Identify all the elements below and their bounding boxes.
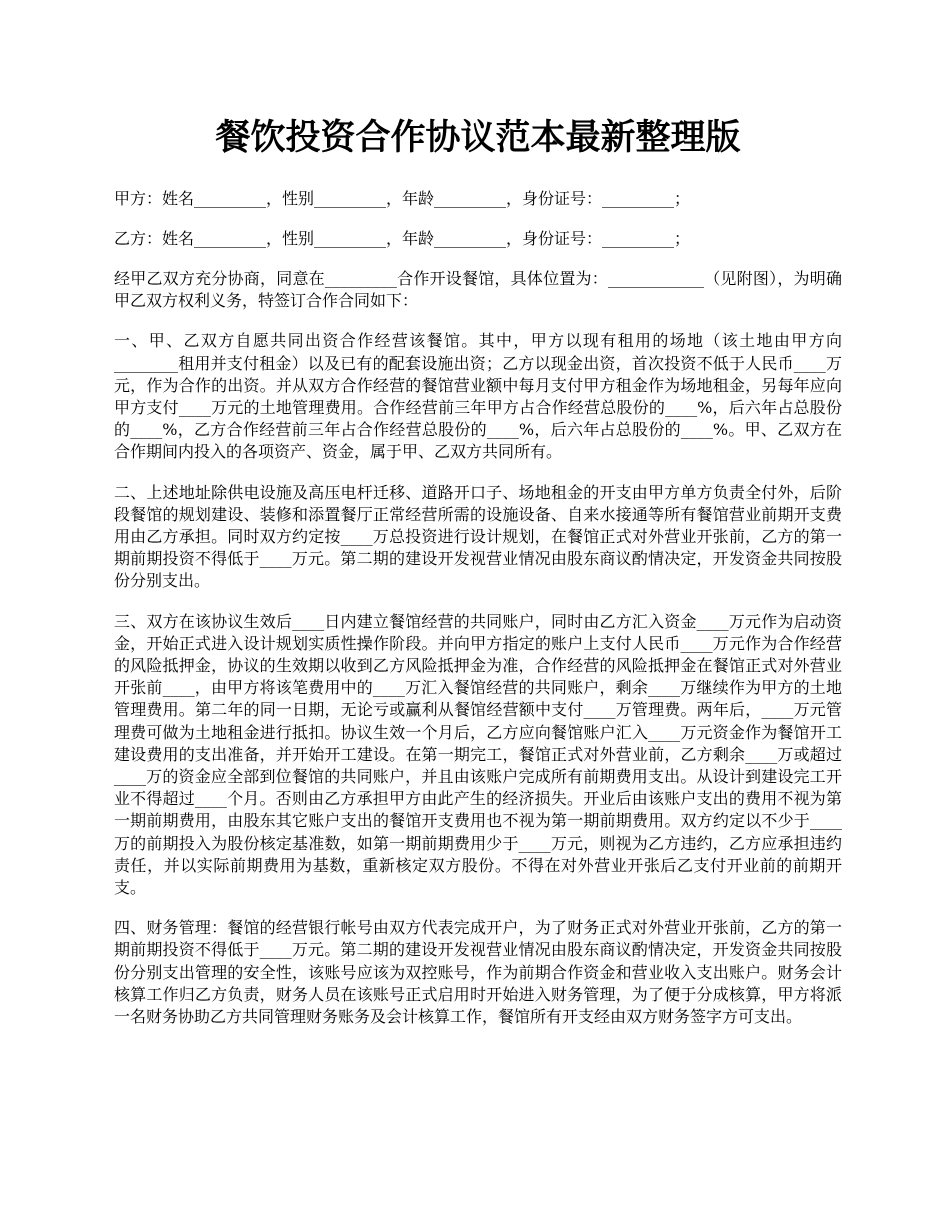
document-page [114, 108, 842, 1046]
clause-4-paragraph: 四、财务管理：餐馆的经营银行帐号由双方代表完成开户，为了财务正式对外营业开张前，乙方的第一期前期投资不得低于____万元。第二期的建设开发视营业情况由股东商议酌情决定，开发资金共同按股份分别支出管理的安全性，该账号应该为双控账号，作为前期合作资金和营业收入支出账户。财务会计核算工作归乙方负责，财务人员在该账号正式启用时开始进入财务管理，为了便于分成核算，甲方将派一名财务协助乙方共同管理财务账务及会计核算工作，餐馆所有开支经由双方财务签字方可支出。 [114, 918, 842, 1027]
party-a-line: 甲方：姓名_________，性别_________，年龄_________，身份证号：_________； [114, 189, 691, 208]
intro-paragraph: 经甲乙双方充分协商，同意在_________合作开设餐馆，具体位置为：____________（见附图），为明确甲乙双方权利义务，特签订合作合同如下： [114, 269, 842, 311]
clause-3-paragraph: 三、双方在该协议生效后____日内建立餐馆经营的共同账户，同时由乙方汇入资金____万元作为启动资金，开始正式进入设计规划实质性操作阶段。并向甲方指定的账户上支付人民币____万元作为合作经营的风险抵押金，协议的生效期以收到乙方风险抵押金为准，合作经营的风险抵押金在餐馆正式对外营业开张前____，由甲方将该笔费用中的____万汇入餐馆经营的共同账户，剩余____万继续作为甲方的土地管理费用。第二年的同一日期，无论亏或赢利从餐馆经营额中支付____万管理费。两年后，____万元管理费可做为土地租金进行抵扣。协议生效一个月后，乙方应向餐馆账户汇入____万元资金作为餐馆开工建设费用的支出准备，并开始开工建设。在第一期完工，餐馆正式对外营业前，乙方剩余____万或超过____万的资金应全部到位餐馆的共同账户，并且由该账户完成所有前期费用支出。从设计到建设完工开业不得超过____个月。否则由乙方承担甲方由此产生的经济损失。开业后由该账户支出的费用不视为第一期前期费用，由股东其它账户支出的餐馆开支费用也不视为第一期前期费用。双方约定以不少于____万的前期投入为股份核定基准数，如第一期前期费用少于____万元，则视为乙方违约，乙方应承担违约责任，并以实际前期费用为基数，重新核定双方股份。不得在对外营业开张后乙支付开业前的前期开支。 [114, 611, 842, 898]
party-b-line: 乙方：姓名_________，性别_________，年龄_________，身份证号：_________； [114, 229, 691, 248]
clause-1-paragraph: 一、甲、乙双方自愿共同出资合作经营该餐馆。其中，甲方以现有租用的场地（该土地由甲方向________租用并支付租金）以及已有的配套设施出资；乙方以现金出资，首次投资不低于人民币____万元，作为合作的出资。并从双方合作经营的餐馆营业额中每月支付甲方租金作为场地租金，另每年应向甲方支付____万元的土地管理费用。合作经营前三年甲方占合作经营总股份的____%，后六年占总股份的____%，乙方合作经营前三年占合作经营总股份的____%，后六年占总股份的____%。甲、乙双方在合作期间内投入的各项资产、资金，属于甲、乙双方共同所有。 [114, 331, 842, 462]
document-title: 餐饮投资合作协议范本最新整理版 [215, 117, 741, 158]
clause-2-paragraph: 二、上述地址除供电设施及高压电杆迁移、道路开口子、场地租金的开支由甲方单方负责全付外，后阶段餐馆的规划建设、装修和添置餐厅正常经营所需的设施设备、自来水接通等所有餐馆营业前期开支费用由乙方承担。同时双方约定按____万总投资进行设计规划，在餐馆正式对外营业开张前，乙方的第一期前期投资不得低于____万元。第二期的建设开发视营业情况由股东商议酌情决定，开发资金共同按股份分别支出。 [114, 482, 842, 591]
